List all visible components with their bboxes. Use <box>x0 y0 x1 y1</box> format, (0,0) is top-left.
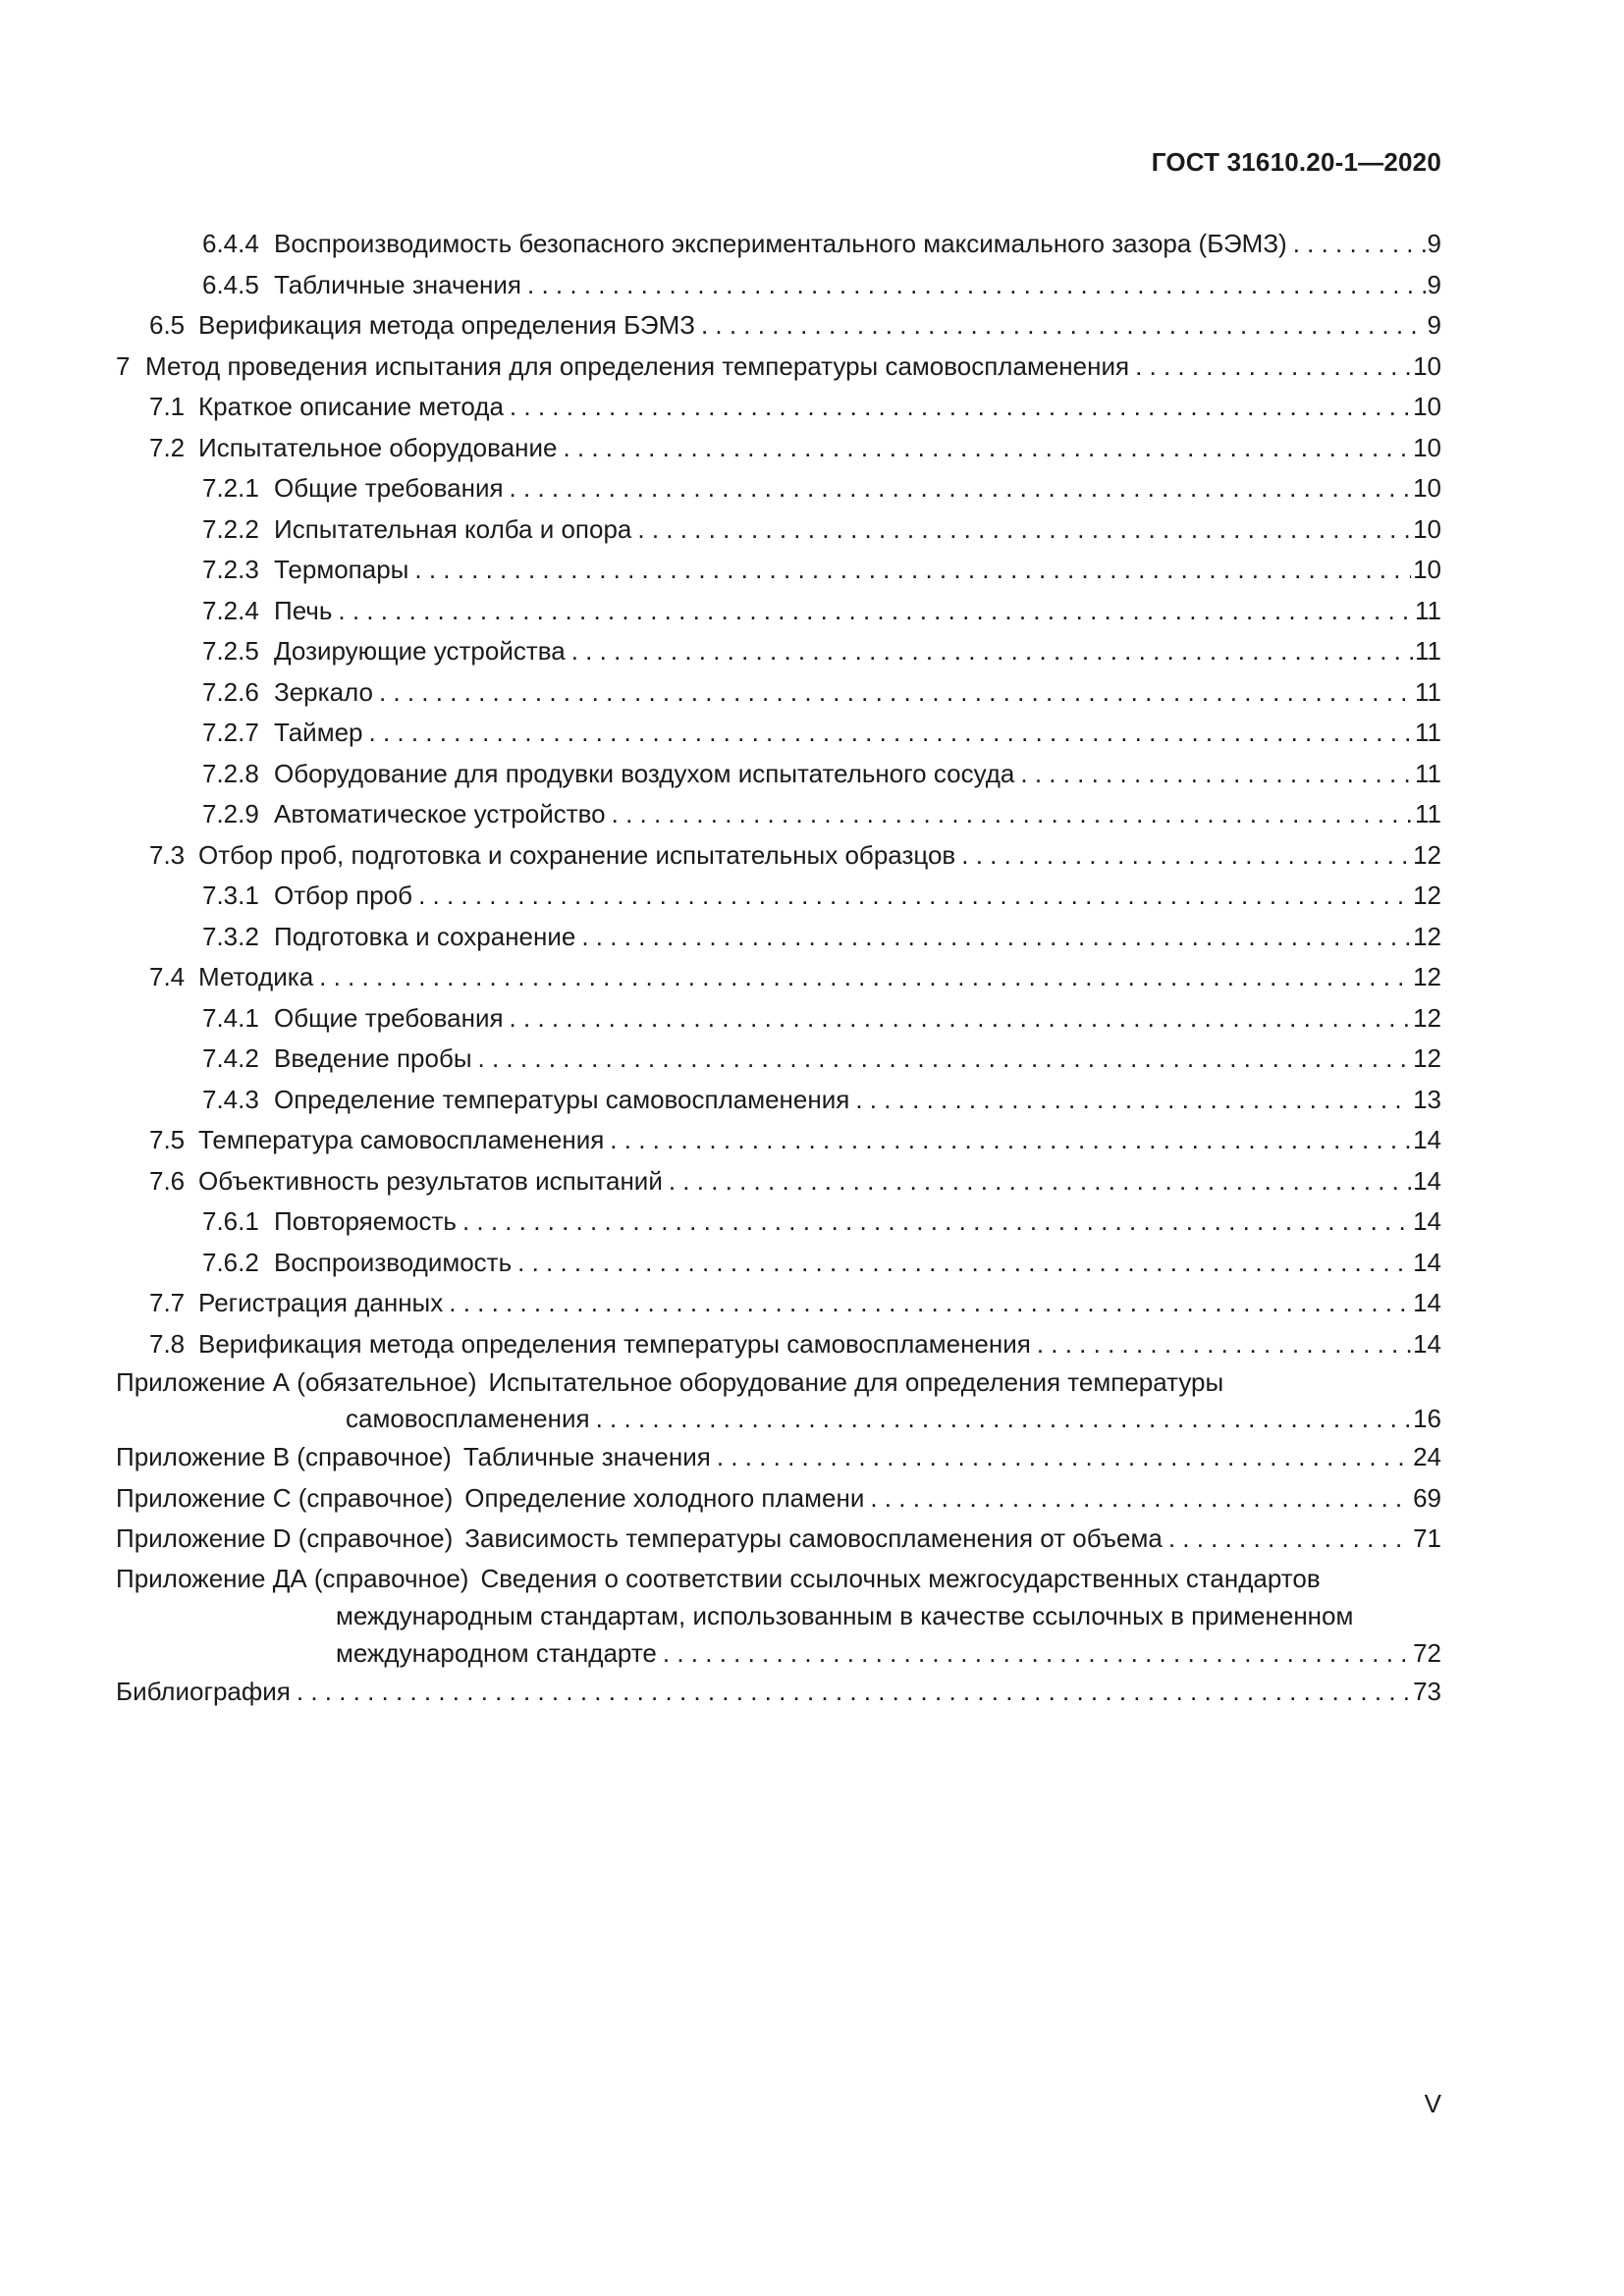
toc-page: 9 <box>1427 229 1441 258</box>
toc-title: Табличные значения <box>274 269 522 299</box>
toc-page: 14 <box>1413 1206 1441 1236</box>
toc-number: 7.4.1 <box>202 1002 259 1033</box>
toc-entry[interactable] <box>116 672 1441 714</box>
toc-appendix-da[interactable] <box>116 1560 1441 1672</box>
toc-number: 7.2.8 <box>202 758 259 788</box>
toc-leader-dots <box>571 631 1413 672</box>
toc-leader-dots <box>717 1437 1411 1478</box>
document-code-header: ГОСТ 31610.20-1—2020 <box>1151 147 1441 177</box>
toc-entry[interactable] <box>116 1283 1441 1324</box>
appendix-title-line: международным стандартам, использованным в качестве ссылочных в примененном <box>336 1600 1354 1630</box>
appendix-title-line: международном стандарте <box>336 1637 657 1668</box>
toc-page: 14 <box>1413 1288 1441 1317</box>
toc-number: 7.6 <box>149 1165 186 1196</box>
appendix-label: Приложение С (справочное) <box>116 1482 454 1513</box>
toc-title: Верификация метода определения температуры самовоспламенения <box>198 1328 1031 1359</box>
toc-number: 7.2.9 <box>202 799 259 828</box>
toc-number: 7.6.1 <box>202 1206 259 1236</box>
toc-entry[interactable] <box>116 957 1441 998</box>
toc-entry[interactable] <box>116 835 1441 877</box>
toc-entry[interactable] <box>116 224 1441 265</box>
toc-title: Таймер <box>274 718 363 747</box>
toc-number: 7.2.5 <box>202 636 259 666</box>
toc-leader-dots <box>610 1120 1411 1161</box>
toc-title: Верификация метода определения БЭМЗ <box>198 310 695 340</box>
toc-leader-dots <box>1168 1519 1411 1560</box>
toc-page: 12 <box>1413 921 1441 951</box>
toc-page: 12 <box>1413 962 1441 991</box>
toc-page: 24 <box>1413 1442 1441 1471</box>
toc-leader-dots <box>510 387 1411 428</box>
toc-number: 7.2.3 <box>202 555 259 584</box>
toc-leader-dots <box>462 1201 1411 1243</box>
toc-number: 6.5 <box>149 310 186 340</box>
toc-leader-dots <box>637 509 1411 551</box>
appendix-title-line: самовоспламенения <box>346 1404 590 1433</box>
appendix-title: Табличные значения <box>462 1442 711 1471</box>
toc-entry[interactable] <box>116 998 1441 1040</box>
toc-page: 16 <box>1413 1404 1441 1433</box>
toc-leader-dots <box>517 1243 1411 1284</box>
page-number: V <box>1424 2089 1441 2118</box>
toc-leader-dots <box>870 1478 1411 1520</box>
toc-entry[interactable] <box>116 631 1441 672</box>
toc-page: 9 <box>1427 269 1441 299</box>
toc-leader-dots <box>596 1400 1411 1437</box>
toc-number: 7.2.7 <box>202 718 259 747</box>
toc-leader-dots <box>663 1634 1411 1672</box>
appendix-title-line: Испытательное оборудование для определения температуры <box>488 1367 1224 1397</box>
toc-page: 11 <box>1415 799 1441 828</box>
toc-leader-dots <box>418 876 1411 917</box>
toc-title: Зеркало <box>274 676 373 707</box>
toc-title: Введение пробы <box>274 1043 472 1073</box>
toc-page: 11 <box>1415 595 1441 625</box>
appendix-title: Зависимость температуры самовоспламенения от объема <box>464 1523 1163 1553</box>
toc-number: 7.2.4 <box>202 595 259 625</box>
toc-leader-dots <box>297 1672 1411 1713</box>
toc-page: 73 <box>1413 1676 1441 1706</box>
toc-page: 13 <box>1413 1084 1441 1114</box>
toc-appendix-a[interactable] <box>116 1364 1441 1437</box>
toc-number: 7.2.6 <box>202 676 259 707</box>
toc-page: 14 <box>1413 1247 1441 1277</box>
toc-title: Температура самовоспламенения <box>198 1125 605 1154</box>
toc-page: 14 <box>1413 1125 1441 1154</box>
toc-leader-dots <box>581 917 1411 958</box>
toc-appendix-b[interactable] <box>116 1437 1441 1478</box>
toc-number: 7.6.2 <box>202 1247 259 1277</box>
appendix-label: Приложение ДА (справочное) <box>116 1563 469 1593</box>
toc-number: 7.4 <box>149 962 186 991</box>
toc-page: 12 <box>1413 1002 1441 1033</box>
toc-leader-dots <box>669 1161 1411 1202</box>
toc-number: 7.1 <box>149 392 186 421</box>
toc-leader-dots <box>414 550 1411 591</box>
toc-page: 12 <box>1413 1043 1441 1073</box>
appendix-title: Определение холодного пламени <box>464 1482 865 1513</box>
toc-title: Повторяемость <box>274 1206 457 1236</box>
toc-entry[interactable] <box>116 305 1441 347</box>
toc-leader-dots <box>478 1039 1412 1080</box>
toc-leader-dots <box>510 468 1412 509</box>
toc-page: 14 <box>1413 1328 1441 1359</box>
toc-entry[interactable] <box>116 754 1441 795</box>
bibliography-title: Библиография <box>116 1676 291 1706</box>
appendix-label: Приложение В (справочное) <box>116 1442 452 1471</box>
toc-title: Воспроизводимость безопасного экспериментального максимального зазора (БЭМЗ) <box>274 229 1287 258</box>
toc-entry[interactable] <box>116 1039 1441 1080</box>
toc-leader-dots <box>563 428 1411 469</box>
toc-page: 10 <box>1413 392 1441 421</box>
toc-page: 12 <box>1413 839 1441 870</box>
toc-leader-dots <box>855 1080 1411 1121</box>
toc-title: Объективность результатов испытаний <box>198 1165 663 1196</box>
toc-leader-dots <box>1037 1324 1411 1365</box>
toc-number: 7.2 <box>149 432 186 462</box>
toc-title: Оборудование для продувки воздухом испытательного сосуда <box>274 758 1015 788</box>
toc-title: Воспроизводимость <box>274 1247 513 1277</box>
toc-leader-dots <box>961 835 1411 877</box>
toc-number: 7.5 <box>149 1125 186 1154</box>
toc-number: 6.4.5 <box>202 269 259 299</box>
toc-page: 72 <box>1413 1637 1441 1668</box>
table-of-contents <box>116 224 1441 1712</box>
toc-entry[interactable] <box>116 265 1441 306</box>
toc-number: 7.2.1 <box>202 473 259 503</box>
toc-entry[interactable] <box>116 347 1441 388</box>
toc-leader-dots <box>1135 347 1411 388</box>
toc-entry[interactable] <box>116 550 1441 591</box>
toc-entry[interactable] <box>116 1161 1441 1202</box>
toc-page: 11 <box>1415 676 1441 707</box>
toc-page: 10 <box>1413 473 1441 503</box>
toc-number: 7.8 <box>149 1328 186 1359</box>
toc-page: 10 <box>1413 513 1441 544</box>
appendix-label: Приложение D (справочное) <box>116 1523 454 1553</box>
toc-entry[interactable] <box>116 1324 1441 1365</box>
toc-entry[interactable] <box>116 1120 1441 1161</box>
toc-title: Определение температуры самовоспламенения <box>274 1084 850 1114</box>
toc-number: 7.4.3 <box>202 1084 259 1114</box>
toc-title: Общие требования <box>274 473 504 503</box>
toc-page: 12 <box>1413 881 1441 910</box>
toc-page: 14 <box>1413 1165 1441 1196</box>
toc-entry[interactable] <box>116 509 1441 551</box>
toc-page: 10 <box>1413 432 1441 462</box>
toc-page: 11 <box>1415 636 1441 666</box>
toc-title: Печь <box>274 595 333 625</box>
toc-title: Метод проведения испытания для определения температуры самовоспламенения <box>145 350 1130 381</box>
toc-bibliography[interactable] <box>116 1672 1441 1713</box>
toc-title: Дозирующие устройства <box>274 636 566 666</box>
toc-entry[interactable] <box>116 1080 1441 1121</box>
toc-leader-dots <box>379 672 1413 714</box>
toc-leader-dots <box>510 998 1412 1040</box>
toc-title: Термопары <box>274 555 409 584</box>
toc-title: Подготовка и сохранение <box>274 921 576 951</box>
toc-leader-dots <box>338 591 1413 632</box>
toc-number: 7 <box>116 350 131 381</box>
toc-page: 10 <box>1413 350 1441 381</box>
toc-leader-dots <box>1293 224 1426 265</box>
toc-leader-dots <box>701 305 1426 347</box>
toc-page: 11 <box>1415 718 1441 747</box>
toc-entry[interactable] <box>116 387 1441 428</box>
toc-title: Испытательная колба и опора <box>274 513 632 544</box>
toc-title: Краткое описание метода <box>198 392 504 421</box>
toc-title: Методика <box>198 962 314 991</box>
toc-entry[interactable] <box>116 917 1441 958</box>
toc-leader-dots <box>319 957 1411 998</box>
toc-number: 7.7 <box>149 1288 186 1317</box>
toc-title: Отбор проб <box>274 881 413 910</box>
toc-entry[interactable] <box>116 876 1441 917</box>
toc-number: 7.3 <box>149 839 186 870</box>
toc-entry[interactable] <box>116 591 1441 632</box>
toc-title: Испытательное оборудование <box>198 432 558 462</box>
toc-appendix-d[interactable] <box>116 1519 1441 1560</box>
toc-number: 7.3.2 <box>202 921 259 951</box>
toc-number: 6.4.4 <box>202 229 259 258</box>
toc-appendix-c[interactable] <box>116 1478 1441 1520</box>
toc-title: Общие требования <box>274 1002 504 1033</box>
toc-leader-dots <box>369 713 1414 754</box>
toc-entry[interactable] <box>116 794 1441 835</box>
toc-entry[interactable] <box>116 468 1441 509</box>
toc-title: Автоматическое устройство <box>274 799 606 828</box>
toc-number: 7.3.1 <box>202 881 259 910</box>
toc-title: Регистрация данных <box>198 1288 444 1317</box>
toc-number: 7.4.2 <box>202 1043 259 1073</box>
appendix-label: Приложение А (обязательное) <box>116 1367 477 1397</box>
toc-entry[interactable] <box>116 1201 1441 1243</box>
toc-page: 10 <box>1413 555 1441 584</box>
toc-page: 71 <box>1413 1523 1441 1553</box>
toc-leader-dots <box>527 265 1426 306</box>
appendix-title-line: Сведения о соответствии ссылочных межгосударственных стандартов <box>480 1563 1321 1593</box>
toc-entry[interactable] <box>116 713 1441 754</box>
toc-page: 11 <box>1415 758 1441 788</box>
toc-number: 7.2.2 <box>202 513 259 544</box>
toc-leader-dots <box>612 794 1413 835</box>
toc-title: Отбор проб, подготовка и сохранение испытательных образцов <box>198 839 956 870</box>
toc-entry[interactable] <box>116 428 1441 469</box>
toc-page: 69 <box>1413 1482 1441 1513</box>
toc-entry[interactable] <box>116 1243 1441 1284</box>
toc-page: 9 <box>1427 310 1441 340</box>
toc-leader-dots <box>449 1283 1411 1324</box>
toc-leader-dots <box>1020 754 1413 795</box>
